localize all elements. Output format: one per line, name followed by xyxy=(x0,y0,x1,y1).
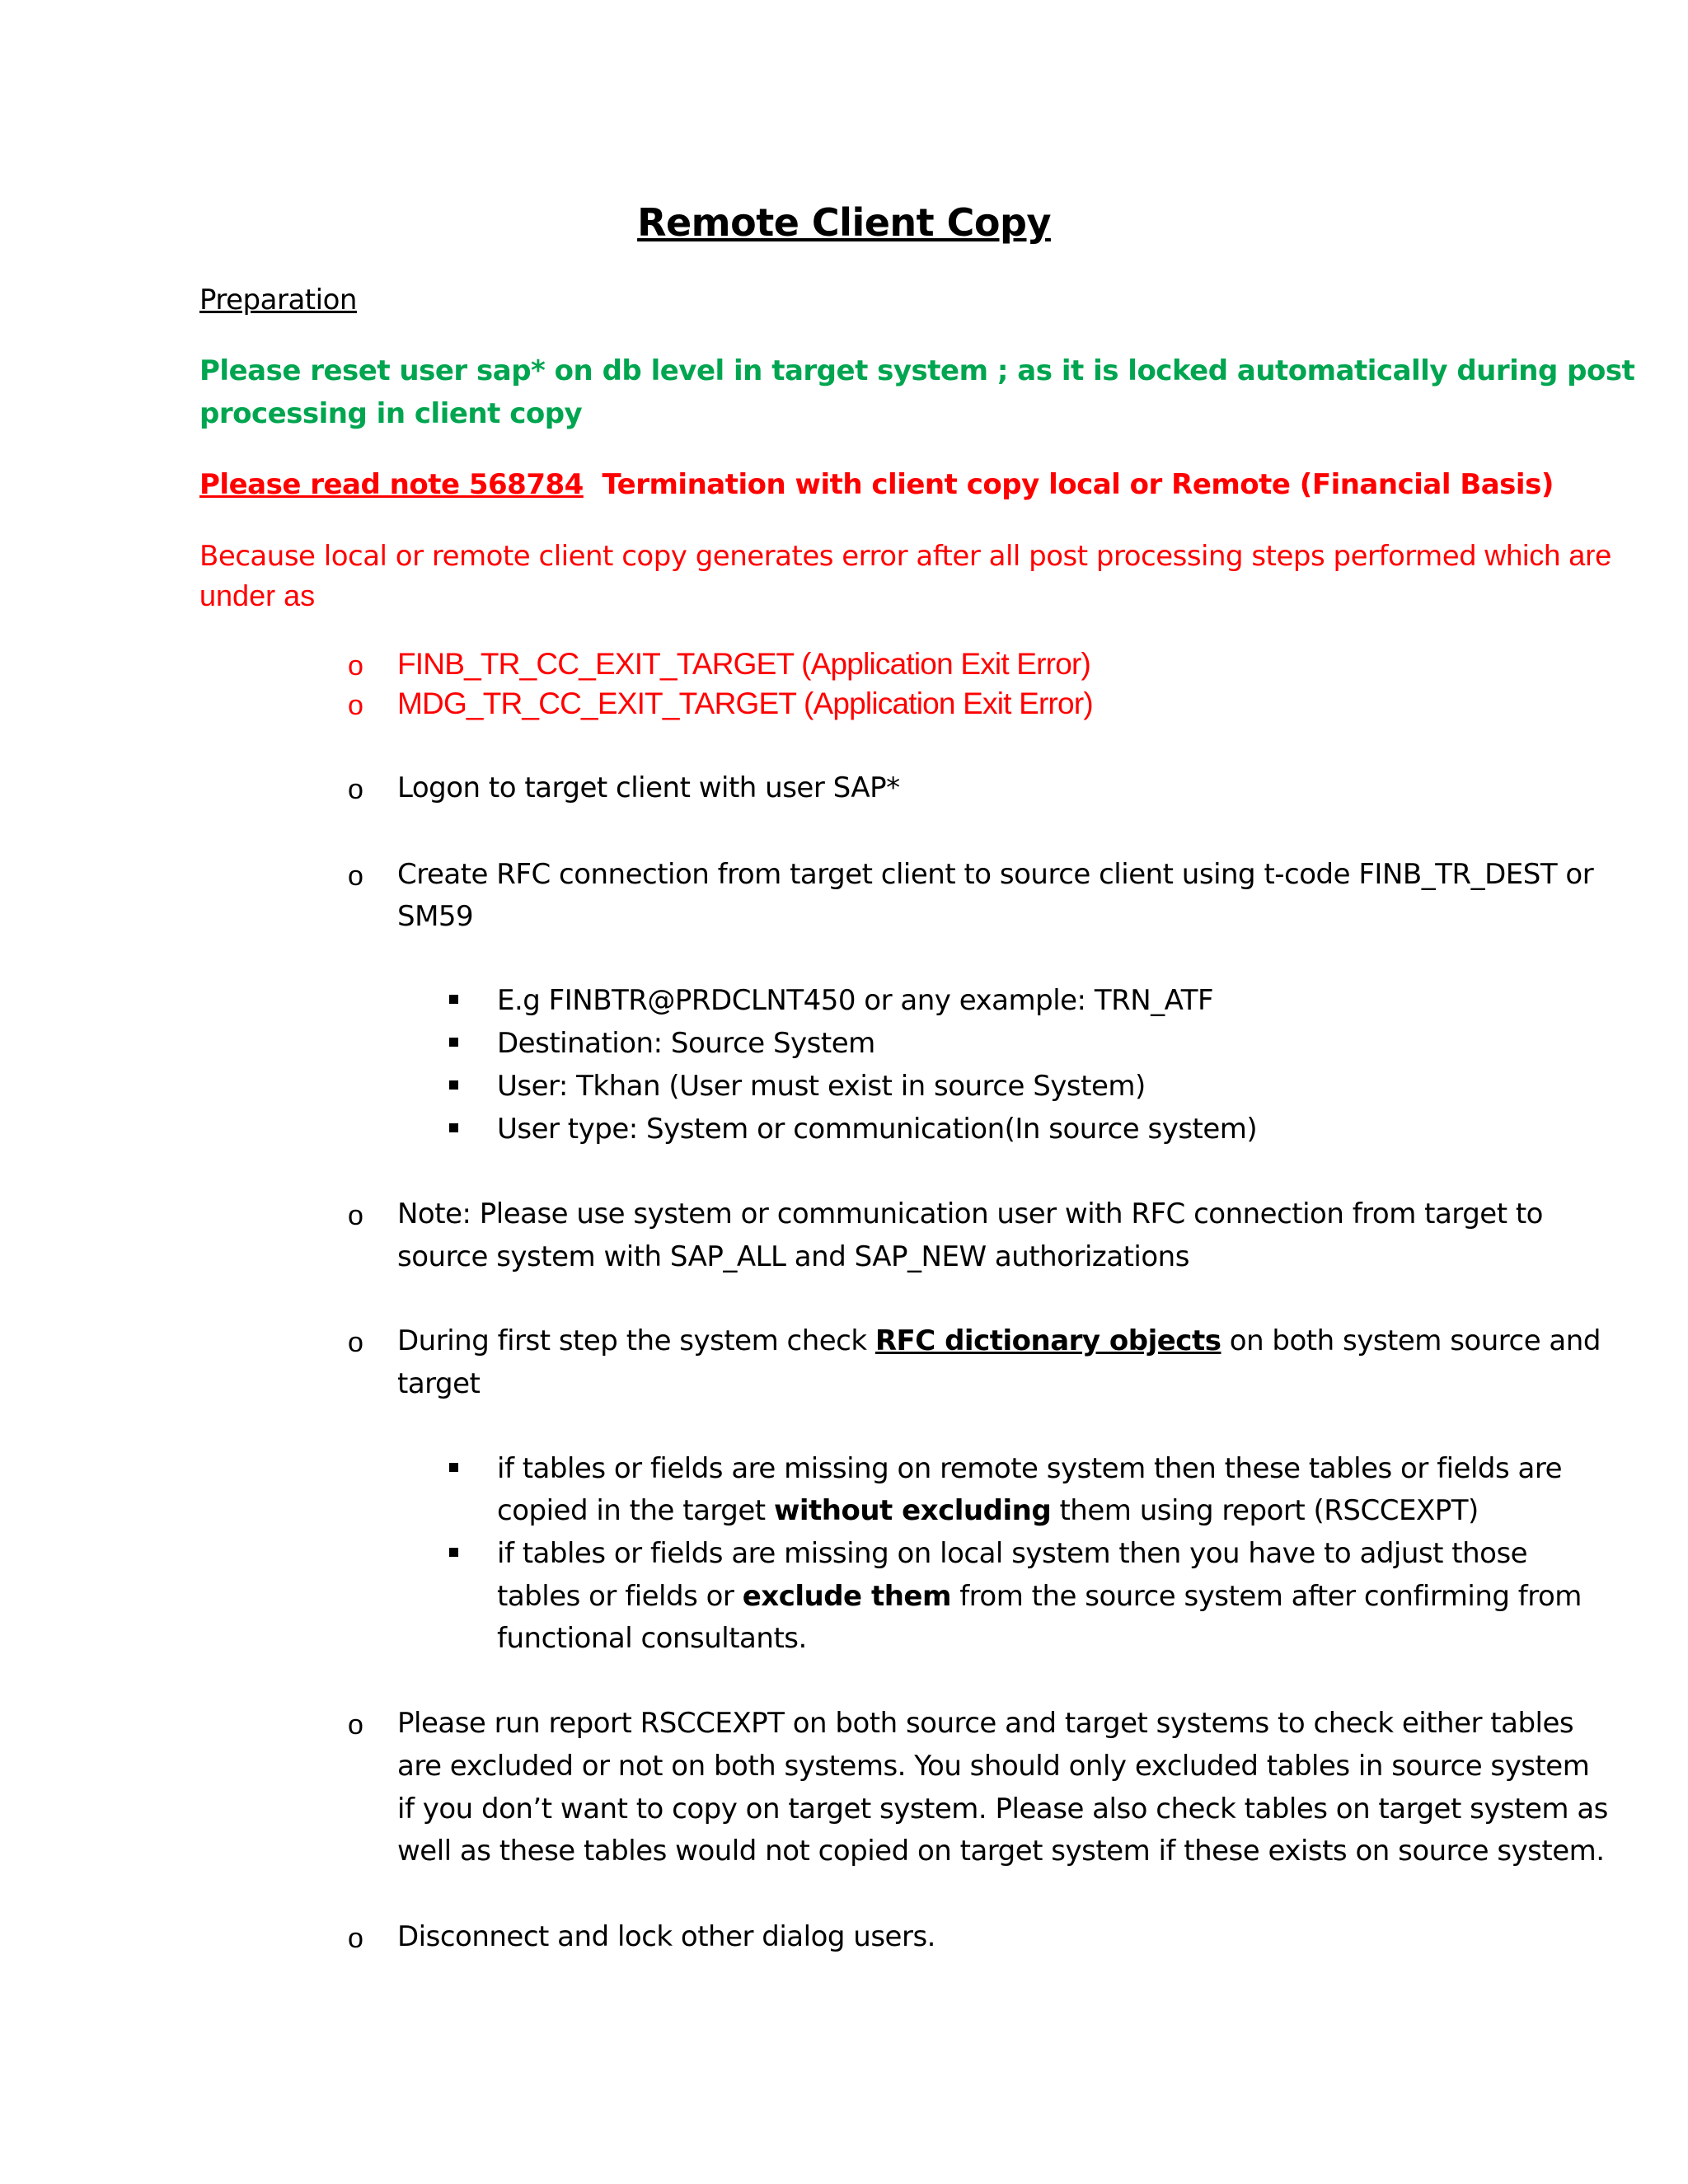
square-bullet xyxy=(449,1463,458,1472)
note-link[interactable]: Please read note 568784 xyxy=(199,468,584,501)
page-title: Remote Client Copy xyxy=(637,200,1051,245)
step-rfc-line-1: Create RFC connection from target client to source client using t-code FINB_TR_DEST or xyxy=(397,858,1594,891)
bullet-marker: o xyxy=(348,650,363,682)
exit-error-item-2: MDG_TR_CC_EXIT_TARGET (Application Exit Error) xyxy=(397,687,1093,720)
square-bullet xyxy=(449,1123,458,1132)
step-run-report-line-2: are excluded or not on both systems. You should only excluded tables in source system xyxy=(397,1750,1590,1783)
rfc-user: User: Tkhan (User must exist in source System) xyxy=(497,1070,1146,1103)
note-reference xyxy=(199,463,1554,506)
without-excluding-emphasis: without excluding xyxy=(773,1494,1052,1527)
bullet-marker: o xyxy=(348,1709,363,1741)
because-line-1 xyxy=(199,534,1611,578)
missing-local-line-2 xyxy=(497,1575,1582,1618)
step-logon: Logon to target client with user SAP* xyxy=(397,771,900,804)
square-bullet xyxy=(449,1038,458,1047)
square-bullet xyxy=(449,995,458,1004)
bullet-marker: o xyxy=(348,1327,363,1358)
missing-local-text: tables or fields or xyxy=(497,1580,743,1613)
step-run-report-line-1: Please run report RSCCEXPT on both source and target systems to check either tables xyxy=(397,1707,1574,1740)
bullet-marker: o xyxy=(348,1200,363,1231)
bullet-marker: o xyxy=(348,774,363,805)
note-title: Termination with client copy local or Remote (Financial Basis) xyxy=(602,468,1554,501)
during-text: During first step the system check xyxy=(397,1324,875,1357)
step-note-line-1: Note: Please use system or communication user with RFC connection from target to xyxy=(397,1197,1543,1230)
because-tail: which are xyxy=(1476,538,1612,572)
exit-error-item-1: FINB_TR_CC_EXIT_TARGET (Application Exit Error) xyxy=(397,647,1091,681)
missing-remote-text: copied in the target xyxy=(497,1494,774,1527)
because-line-2: under as xyxy=(199,579,316,612)
during-text-tail: on both system source and xyxy=(1221,1324,1601,1357)
missing-local-line-1: if tables or fields are missing on local system then you have to adjust those xyxy=(497,1537,1528,1570)
step-run-report-line-3: if you don’t want to copy on target system. Please also check tables on target system as xyxy=(397,1793,1608,1825)
bullet-marker: o xyxy=(348,690,363,721)
missing-local-tail: from the source system after confirming from xyxy=(950,1580,1582,1613)
exclude-them-emphasis: exclude them xyxy=(742,1580,951,1613)
missing-remote-tail: them using report (RSCCEXPT) xyxy=(1051,1494,1479,1527)
missing-local-line-3: functional consultants. xyxy=(497,1622,807,1655)
step-disconnect: Disconnect and lock other dialog users. xyxy=(397,1920,935,1953)
missing-remote-line-1: if tables or fields are missing on remote system then these tables or fields are xyxy=(497,1452,1562,1485)
rfc-user-type: User type: System or communication(In source system) xyxy=(497,1113,1258,1146)
section-heading: Preparation xyxy=(199,284,357,316)
step-note-line-2: source system with SAP_ALL and SAP_NEW authorizations xyxy=(397,1240,1189,1273)
step-during-line-2: target xyxy=(397,1367,481,1400)
rfc-example: E.g FINBTR@PRDCLNT450 or any example: TRN_ATF xyxy=(497,984,1214,1017)
bullet-marker: o xyxy=(348,860,363,892)
rfc-destination: Destination: Source System xyxy=(497,1027,875,1060)
bullet-marker: o xyxy=(348,1923,363,1954)
green-note-line-2: processing in client copy xyxy=(199,397,583,430)
rfc-dictionary-link[interactable]: RFC dictionary objects xyxy=(874,1324,1221,1357)
step-rfc-line-2: SM59 xyxy=(397,900,474,933)
missing-remote-line-2 xyxy=(497,1489,1479,1532)
step-run-report-line-4: well as these tables would not copied on target system if these exists on source system. xyxy=(397,1835,1605,1868)
square-bullet xyxy=(449,1548,458,1557)
because-text: Because local or remote client copy generates error after all post processing steps performed xyxy=(199,540,1477,573)
step-during-line-1 xyxy=(397,1319,1601,1362)
green-note-line-1: Please reset user sap* on db level in target system ; as it is locked automatically during post xyxy=(199,354,1635,387)
square-bullet xyxy=(449,1080,458,1090)
